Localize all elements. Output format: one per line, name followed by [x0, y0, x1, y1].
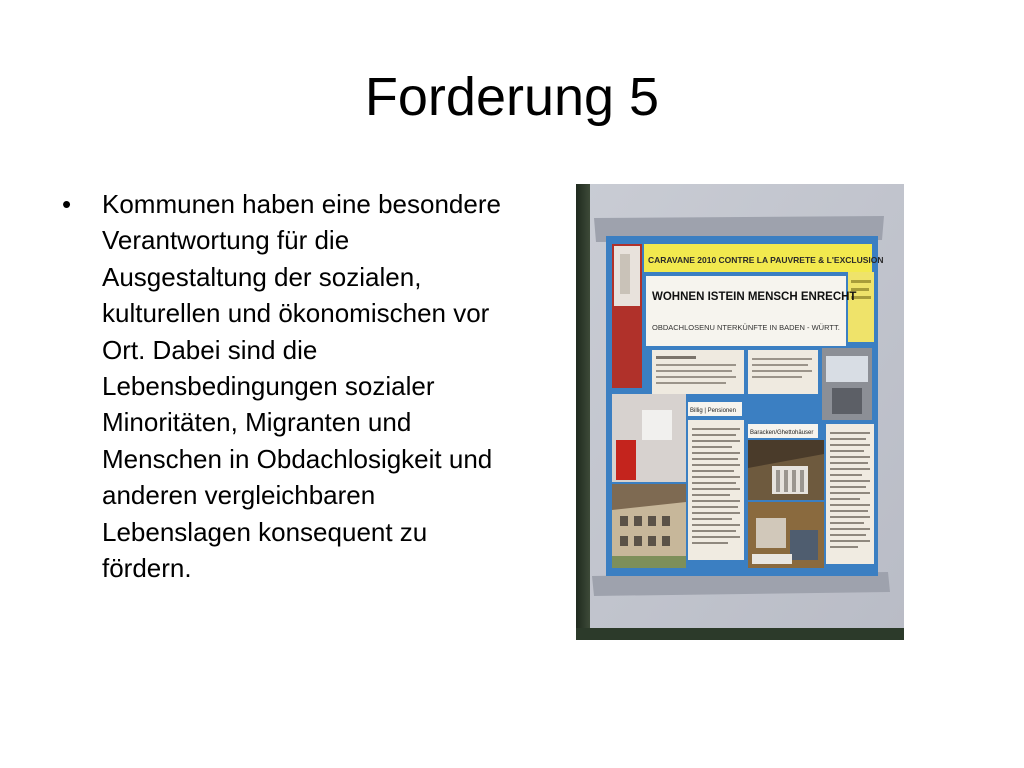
- poster-subheadline: OBDACHLOSENU NTERKÜNFTE IN BADEN - WÜRTT.: [652, 323, 840, 332]
- poster-headline: WOHNEN ISTEIN MENSCH ENRECHT: [652, 291, 857, 303]
- poster-photo: [576, 184, 904, 640]
- poster-panel-label-1: Billig | Pensionen: [690, 408, 736, 414]
- bullet-marker: •: [62, 189, 72, 219]
- poster-banner-text: CARAVANE 2010 CONTRE LA PAUVRETE & L'EXCLUSION: [648, 255, 884, 265]
- bottom-shadow-strip: [576, 628, 904, 640]
- bullet-item: [62, 186, 502, 586]
- poster-headline-card: [646, 276, 846, 346]
- bullet-text: Kommunen haben eine besondere Verantwortung für die Ausgestaltung der sozialen, kulturellen und ökonomischen vor Ort. Dabei sind die Lebensbedingungen sozialer Minoritäten, Migranten und Menschen in Obdachlosigkeit und anderen vergleichbaren Lebenslagen konsequent zu fördern.: [102, 189, 501, 584]
- slide-title: Forderung 5: [364, 67, 660, 127]
- bullet-list: [62, 186, 502, 586]
- left-shadow-strip: [576, 184, 590, 640]
- poster-panel-label-2: Baracken/Ghettohäuser: [750, 430, 814, 436]
